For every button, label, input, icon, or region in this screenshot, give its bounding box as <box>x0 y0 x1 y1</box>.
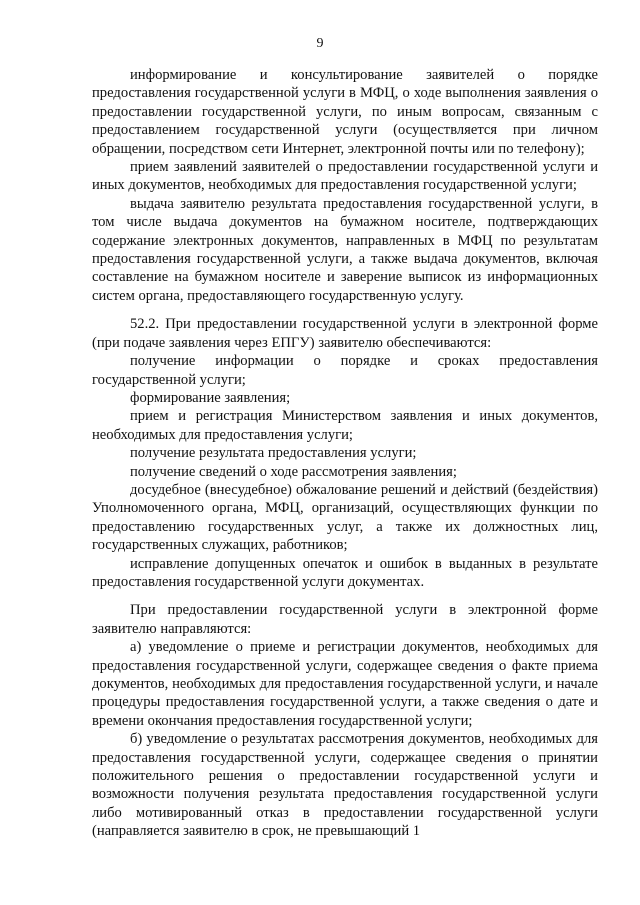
paragraph-notifications-intro: При предоставлении государственной услуги в электронной форме заявителю направляются: <box>92 602 598 637</box>
document-body <box>92 66 598 841</box>
paragraph-corrections: исправление допущенных опечаток и ошибок в выданных в результате предоставления государственной услуги документах. <box>92 555 598 590</box>
paragraph-issuance: выдача заявителю результата предоставления государственной услуги, в том числе выдача документов на бумажном носителе, подтверждающих содержание электронных документов, направленных в МФЦ по результатам предоставления государственной услуги, а также выдача документов, включая составление на бумажном носителе и заверение выписок из информационных систем органа, предоставляющего государственную услугу. <box>92 195 598 304</box>
paragraph-form-application: формирование заявления; <box>130 389 291 406</box>
paragraph-appeal: досудебное (внесудебное) обжалование решений и действий (бездействия) Уполномоченного органа, МФЦ, организаций, осуществляющих функции по предоставлению государственных услуг, а также их должностных лиц, государственных служащих, работников; <box>92 481 598 554</box>
paragraph-informing: информирование и консультирование заявителей о порядке предоставления государственной услуги в МФЦ, о ходе выполнения заявления о предоставлении государственной услуги, по иным вопросам, связанным с предоставлением государственной услуги (осуществляется при личном обращении, посредством сети Интернет, электронной почты или по телефону); <box>92 67 598 157</box>
paragraph-info-receipt: получение информации о порядке и сроках предоставления государственной услуги; <box>92 353 598 388</box>
paragraph-result-receipt: получение результата предоставления услуги; <box>130 445 417 462</box>
paragraph-notification-a: а) уведомление о приеме и регистрации документов, необходимых для предоставления государственной услуги, содержащее сведения о факте приема документов, необходимых для предоставления государственной услуги, и начале процедуры предоставления государственной услуги, а также сведения о дате и времени окончания предоставления государственной услуги; <box>92 639 598 729</box>
paragraph-status-info: получение сведений о ходе рассмотрения заявления; <box>130 463 457 480</box>
paragraph-notification-b: б) уведомление о результатах рассмотрения документов, необходимых для предоставления государственной услуги, содержащее сведения о принятии положительного решения о предоставлении государственной услуги и возможности получения результата предоставления государственной услуги либо мотивированный отказ в предоставлении государственной услуги (направляется заявителю в срок, не превышающий 1 <box>92 731 598 840</box>
paragraph-reception: прием заявлений заявителей о предоставлении государственной услуги и иных документов, необходимых для предоставления государственной услуги; <box>92 159 598 194</box>
paragraph-52-2: 52.2. При предоставлении государственной услуги в электронной форме (при подаче заявления через ЕПГУ) заявителю обеспечиваются: <box>92 316 598 351</box>
page-number: 9 <box>316 36 324 51</box>
paragraph-registration: прием и регистрация Министерством заявления и иных документов, необходимых для предоставления услуги; <box>92 408 598 443</box>
